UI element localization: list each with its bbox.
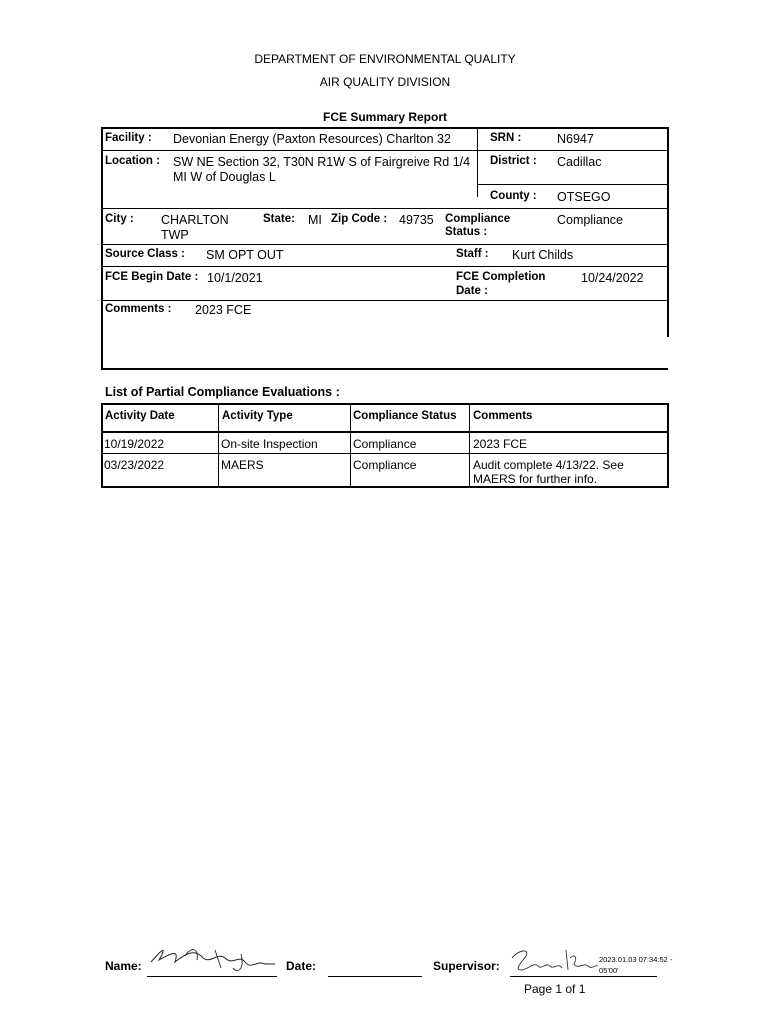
row-divider-facility xyxy=(101,150,478,151)
name-underline xyxy=(147,976,277,977)
supervisor-underline xyxy=(510,976,657,977)
row-divider-begin xyxy=(101,266,668,267)
signed-timestamp-line1: 2023.01.03 07:34:52 - xyxy=(599,955,673,964)
staff-label: Staff : xyxy=(456,248,489,260)
supervisor-label: Supervisor: xyxy=(433,959,500,973)
district-divider xyxy=(477,127,478,197)
pce-title: List of Partial Compliance Evaluations : xyxy=(105,385,340,399)
page-number: Page 1 of 1 xyxy=(524,982,586,996)
facility-value: Devonian Energy (Paxton Resources) Charlton 32 xyxy=(173,132,451,146)
pce-cell-comments: 2023 FCE xyxy=(473,437,528,451)
date-underline xyxy=(328,976,422,977)
box-top-border xyxy=(101,127,668,129)
pce-header-compliance-status: Compliance Status xyxy=(353,410,457,422)
pce-cell-status: Compliance xyxy=(353,437,417,451)
pce-cell-type: MAERS xyxy=(221,458,264,472)
compliance-status-value: Compliance xyxy=(557,213,624,227)
box-right-border xyxy=(667,127,669,337)
facility-label: Facility : xyxy=(105,132,152,144)
zip-label: Zip Code : xyxy=(331,213,388,225)
pce-header-activity-type: Activity Type xyxy=(222,410,293,422)
row-divider-city xyxy=(101,208,668,209)
fce-completion-label-line1: FCE Completion xyxy=(456,271,546,283)
pce-col-left xyxy=(101,403,103,488)
pce-row-divider xyxy=(101,453,668,454)
city-value-line2: TWP xyxy=(161,228,189,242)
fce-begin-value: 10/1/2021 xyxy=(207,271,263,285)
location-value-line2: MI W of Douglas L xyxy=(173,170,276,184)
report-title: FCE Summary Report xyxy=(322,110,448,124)
pce-col-2 xyxy=(350,403,351,488)
name-signature xyxy=(145,940,280,976)
pce-cell-status: Compliance xyxy=(353,458,417,472)
district-label: District : xyxy=(490,155,537,167)
box-left-border xyxy=(101,127,103,370)
date-label: Date: xyxy=(286,959,317,973)
pce-table-bottom xyxy=(101,486,668,488)
row-divider-source xyxy=(101,244,668,245)
compliance-status-label-line1: Compliance xyxy=(445,213,511,225)
pce-cell-comments-line1: Audit complete 4/13/22. See xyxy=(473,458,624,472)
pce-cell-comments-line2: MAERS for further info. xyxy=(473,472,598,486)
pce-header-comments: Comments xyxy=(473,410,533,422)
county-label: County : xyxy=(490,190,537,202)
fce-begin-label: FCE Begin Date : xyxy=(105,271,199,283)
source-class-value: SM OPT OUT xyxy=(206,248,284,262)
state-value: MI xyxy=(308,213,322,227)
division-title: AIR QUALITY DIVISION xyxy=(319,75,451,89)
staff-value: Kurt Childs xyxy=(512,248,574,262)
zip-value: 49735 xyxy=(399,213,434,227)
name-label: Name: xyxy=(105,959,142,973)
county-value: OTSEGO xyxy=(557,190,611,204)
source-class-label: Source Class : xyxy=(105,248,185,260)
compliance-status-label-line2: Status : xyxy=(445,226,488,238)
pce-header-activity-date: Activity Date xyxy=(105,410,175,422)
comments-label: Comments : xyxy=(105,303,172,315)
pce-cell-date: 03/23/2022 xyxy=(104,458,165,472)
pce-table-top xyxy=(101,403,668,405)
pce-header-bottom xyxy=(101,431,668,433)
srn-label: SRN : xyxy=(490,132,522,144)
city-label: City : xyxy=(105,213,134,225)
pce-col-3 xyxy=(469,403,470,488)
srn-value: N6947 xyxy=(557,132,594,146)
district-value: Cadillac xyxy=(557,155,602,169)
comments-value: 2023 FCE xyxy=(195,303,252,317)
supervisor-signature xyxy=(508,944,600,978)
location-label: Location : xyxy=(105,155,160,167)
pce-col-1 xyxy=(218,403,219,488)
fce-completion-label-line2: Date : xyxy=(456,285,488,297)
fce-completion-value: 10/24/2022 xyxy=(581,271,644,285)
row-divider-comments xyxy=(101,300,668,301)
pce-cell-date: 10/19/2022 xyxy=(104,437,165,451)
state-label: State: xyxy=(263,213,295,225)
department-title: DEPARTMENT OF ENVIRONMENTAL QUALITY xyxy=(254,52,516,66)
pce-col-right xyxy=(667,403,669,488)
pce-cell-type: On-site Inspection xyxy=(221,437,318,451)
city-value-line1: CHARLTON xyxy=(161,213,229,227)
county-divider xyxy=(478,184,668,185)
row-divider-srn xyxy=(478,150,668,151)
box-bottom-border xyxy=(101,368,668,370)
location-value-line1: SW NE Section 32, T30N R1W S of Fairgreive Rd 1/4 xyxy=(173,155,471,169)
signed-timestamp-line2: 05'00' xyxy=(599,966,619,975)
